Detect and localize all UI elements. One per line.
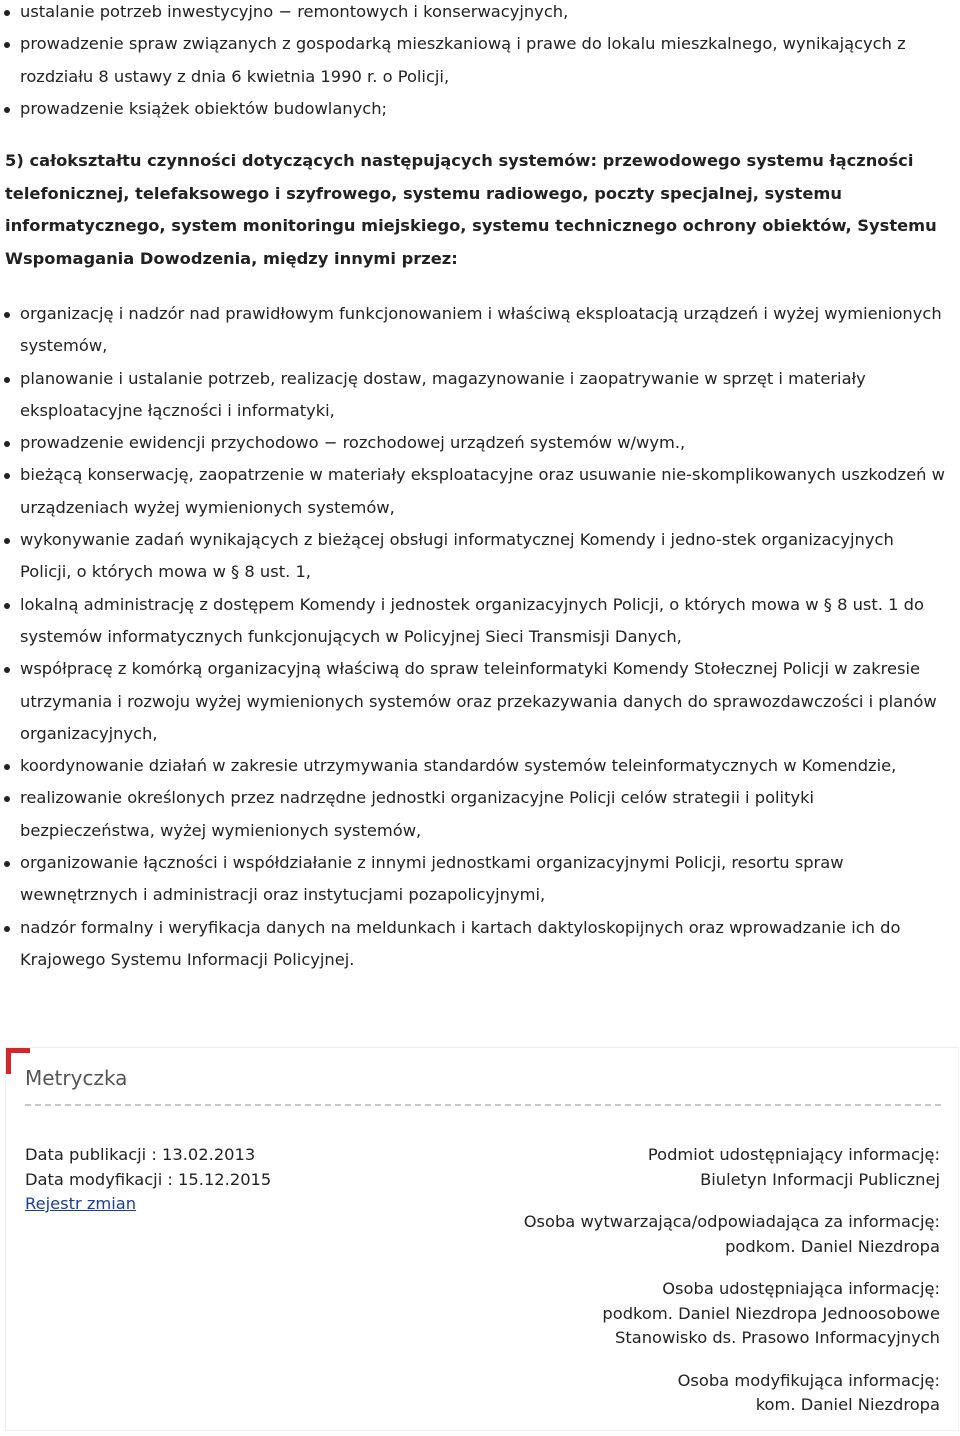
divider <box>25 1104 941 1106</box>
metryczka-panel <box>6 1048 958 1430</box>
provider-group <box>420 1143 940 1192</box>
list-item: organizowanie łączności i współdziałanie z innymi jednostkami organizacyjnymi Policji, resortu spraw wewnętrznych i administracji oraz instytucjami pozapolicyjnymi, <box>0 847 950 912</box>
metryczka-dates <box>25 1143 271 1217</box>
list-item: koordynowanie działań w zakresie utrzymywania standardów systemów teleinformatycznych w Komendzie, <box>0 750 950 782</box>
bullet-icon <box>4 796 10 802</box>
modifier-label: Osoba modyfikująca informację: <box>677 1370 940 1390</box>
list-item: wykonywanie zadań wynikających z bieżącej obsługi informatycznej Komendy i jedno-stek organizacyjnych Policji, o których mowa w § 8 ust. 1, <box>0 524 950 589</box>
modification-date: Data modyfikacji : 15.12.2015 <box>25 1169 272 1189</box>
metryczka-responsible <box>420 1143 940 1436</box>
bullet-icon <box>4 926 10 932</box>
publisher-label: Osoba udostępniająca informację: <box>662 1279 940 1298</box>
publisher-group <box>420 1277 940 1351</box>
bullet-icon <box>4 377 10 383</box>
bullet-icon <box>4 312 10 318</box>
list-item: prowadzenie książek obiektów budowlanych; <box>0 93 950 125</box>
modifier-value: kom. Daniel Niezdropa <box>755 1395 940 1414</box>
bullet-icon <box>4 441 10 447</box>
bullet-icon <box>4 42 10 48</box>
publisher-value: podkom. Daniel Niezdropa Jednoosobowe <box>602 1303 940 1323</box>
modifier-group <box>420 1369 940 1418</box>
list-item: prowadzenie spraw związanych z gospodarką mieszkaniową i prawe do lokalu mieszkalnego, wynikających z rozdziału 8 ustawy z dnia 6 kwietnia 1990 r. o Policji, <box>0 28 950 93</box>
author-group <box>420 1210 940 1259</box>
bullet-icon <box>4 107 10 113</box>
list-item: planowanie i ustalanie potrzeb, realizację dostaw, magazynowanie i zaopatrywanie w sprzęt i materiały eksploatacyjne łączności i informatyki, <box>0 363 950 428</box>
provider-label: Podmiot udostępniający informację: <box>647 1145 940 1164</box>
duties-list-main <box>0 298 950 976</box>
author-label: Osoba wytwarzająca/odpowiadająca za informację: <box>523 1212 940 1231</box>
list-item: współpracę z komórką organizacyjną właściwą do spraw teleinformatyki Komendy Stołecznej Policji w zakresie utrzymania i rozwoju wyżej wymienionych systemów oraz przekazywania danych do sprawozdawczości i planów organizacyjnych, <box>0 653 950 750</box>
bullet-icon <box>4 603 10 609</box>
duties-list-top <box>0 0 950 125</box>
list-item: nadzór formalny i weryfikacja danych na meldunkach i kartach daktyloskopijnych oraz wprowadzanie ich do Krajowego Systemu Informacji Policyjnej. <box>0 912 950 977</box>
publisher-value: Stanowisko ds. Prasowo Informacyjnych <box>615 1328 940 1347</box>
publication-date: Data publikacji : 13.02.2013 <box>25 1145 256 1164</box>
list-item: prowadzenie ewidencji przychodowo − rozchodowej urządzeń systemów w/wym., <box>0 427 950 459</box>
bullet-icon <box>4 473 10 479</box>
metryczka-title: Metryczka <box>25 1066 128 1090</box>
list-item: lokalną administrację z dostępem Komendy i jednostek organizacyjnych Policji, o których mowa w § 8 ust. 1 do systemów informatycznych funkcjonujących w Policyjnej Sieci Transmisji Danych, <box>0 589 950 654</box>
list-item: ustalanie potrzeb inwestycyjno − remontowych i konserwacyjnych, <box>0 0 950 28</box>
list-item: organizację i nadzór nad prawidłowym funkcjonowaniem i właściwą eksploatacją urządzeń i wyżej wymienionych systemów, <box>0 298 950 363</box>
author-value: podkom. Daniel Niezdropa <box>725 1236 940 1256</box>
bullet-icon <box>4 764 10 770</box>
bullet-icon <box>4 10 10 16</box>
changes-register-link[interactable]: Rejestr zmian <box>25 1194 137 1213</box>
list-item: bieżącą konserwację, zaopatrzenie w materiały eksploatacyjne oraz usuwanie nie-skomplikowanych uszkodzeń w urządzeniach wyżej wymienionych systemów, <box>0 459 950 524</box>
bullet-icon <box>4 667 10 673</box>
section-heading: 5) całokształtu czynności dotyczących następujących systemów: przewodowego systemu łączności telefonicznej, telefaksowego i szyfrowego, systemu radiowego, poczty specjalnej, systemu informatycznego, system monitoringu miejskiego, systemu technicznego ochrony obiektów, Systemu Wspomagania Dowodzenia, między innymi przez: <box>5 151 937 268</box>
bullet-icon <box>4 861 10 867</box>
bullet-icon <box>4 538 10 544</box>
provider-value: Biuletyn Informacji Publicznej <box>700 1169 940 1189</box>
list-item: realizowanie określonych przez nadrzędne jednostki organizacyjne Policji celów strategii i polityki bezpieczeństwa, wyżej wymienionych systemów, <box>0 782 950 847</box>
